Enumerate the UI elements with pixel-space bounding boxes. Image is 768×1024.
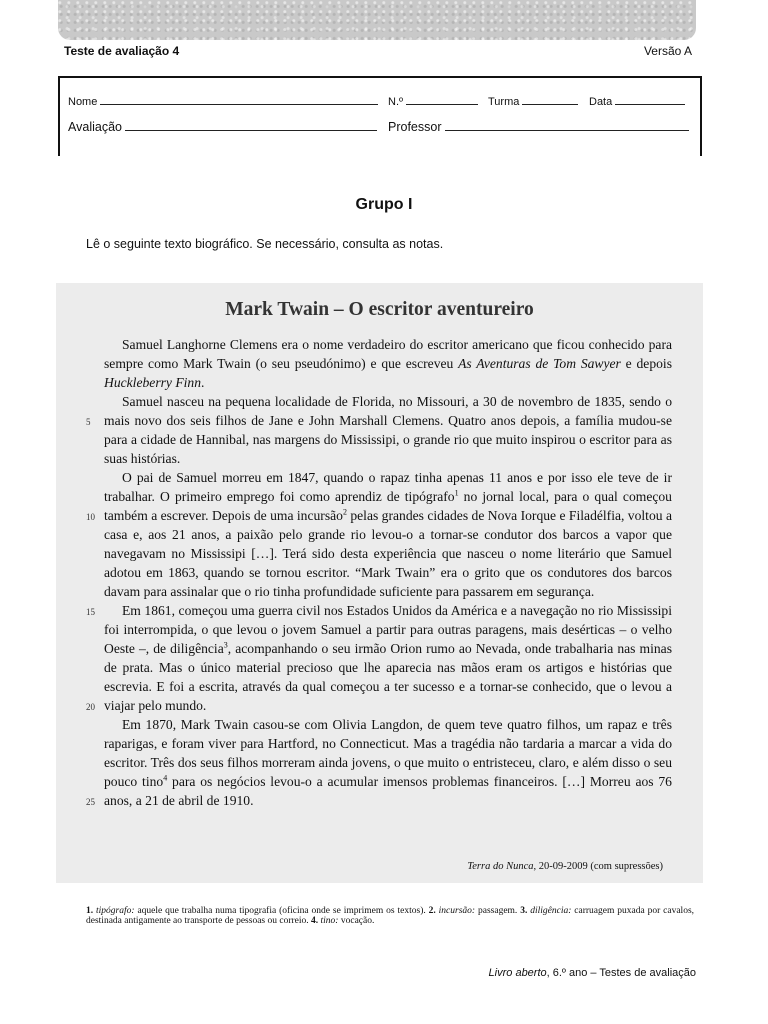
teacher-line[interactable] bbox=[445, 120, 689, 131]
note-ref: 2 bbox=[342, 507, 347, 517]
student-info-box bbox=[58, 76, 702, 156]
version-label: Versão A bbox=[643, 44, 692, 58]
number-line[interactable] bbox=[406, 94, 478, 105]
evaluation-field[interactable] bbox=[68, 120, 377, 134]
note-number: 1. bbox=[86, 906, 94, 916]
note-term: incursão: bbox=[438, 906, 476, 916]
teacher-label: Professor bbox=[388, 120, 442, 134]
text-span: , acompanhando o seu irmão Orion rumo ao Nevada, onde trabalharia nas minas de prata. Mas o único material precioso que lhe aparecia nas mãos eram os artigos e histórias que escrevia. E foi a escrita, através da qual começou a ter sucesso e a tornar-se conhecido, que o levou a viajar pelo mundo. bbox=[104, 641, 672, 713]
line-number: 25 bbox=[86, 797, 95, 807]
evaluation-label: Avaliação bbox=[68, 120, 122, 134]
number-field[interactable] bbox=[388, 94, 478, 108]
book-title: Huckleberry Finn bbox=[104, 375, 202, 390]
note-definition: vocação. bbox=[338, 916, 375, 926]
name-field[interactable] bbox=[68, 94, 378, 108]
note-term: tipógrafo: bbox=[96, 906, 135, 916]
instruction-text: Lê o seguinte texto biográfico. Se necessário, consulta as notas. bbox=[86, 237, 444, 251]
class-line[interactable] bbox=[522, 94, 578, 105]
paragraph-5 bbox=[104, 715, 672, 810]
note-number: 2. bbox=[428, 906, 436, 916]
paragraph-3 bbox=[104, 468, 672, 601]
paragraph-1 bbox=[104, 335, 672, 392]
text-title: Mark Twain – O escritor aventureiro bbox=[225, 299, 534, 320]
text-span: e depois bbox=[620, 356, 672, 371]
text-span: Em 1870, Mark Twain casou-se com Olivia Langdon, de quem teve quatro filhos, um rapaz e três raparigas, e foram viver para Hartford, no Connecticut. Mas a tragédia não tardaria a marcar a vida do escritor. Três dos seus filhos morreram ainda jovens, o que muito o entristeceu, claro, e além disso o seu pouco tino bbox=[104, 717, 672, 789]
line-number: 20 bbox=[86, 702, 95, 712]
paragraph-2: Samuel nasceu na pequena localidade de Florida, no Missouri, a 30 de novembro de 1835, sendo o mais novo dos seis filhos de Jane e John Marshall Clemens. Quatro anos depois, a família mudou-se para a cidade de Hannibal, nas margens do Mississipi, o grande rio que muito inspirou o escritor para as suas histórias. bbox=[104, 394, 672, 466]
number-label: N.º bbox=[388, 96, 404, 108]
line-number: 15 bbox=[86, 607, 95, 617]
date-field[interactable] bbox=[589, 94, 685, 108]
paragraph-4 bbox=[104, 601, 672, 715]
note-term: diligência: bbox=[530, 906, 572, 916]
decorative-header-band bbox=[58, 0, 696, 40]
text-span: . bbox=[201, 375, 205, 390]
evaluation-line[interactable] bbox=[125, 120, 377, 131]
footnotes bbox=[86, 906, 694, 926]
line-number: 10 bbox=[86, 512, 95, 522]
book-name: Livro aberto bbox=[488, 967, 547, 979]
text-span: no jornal local, para o qual começou também a escrever. Depois de uma incursão bbox=[104, 489, 672, 523]
date-label: Data bbox=[589, 96, 613, 108]
class-label: Turma bbox=[488, 96, 520, 108]
name-line[interactable] bbox=[100, 94, 378, 105]
test-title: Teste de avaliação 4 bbox=[64, 44, 180, 58]
note-definition: carruagem puxada por cavalos, destinada antigamente ao transporte de pessoas ou correio. bbox=[86, 906, 695, 926]
text-span: pelas grandes cidades de Nova Iorque e Filadélfia, voltou a casa e, aos 21 anos, a paixão pelo grande rio levou-o a tornar-se condutor dos barcos a vapor que navegavam no Mississipi […]. Terá sido desta experiência que nasceu o nome literário que Samuel adotou em 1863, quando se tornou escritor. “Mark Twain” era o grito que os condutores dos barcos davam para assinalar que o rio tinha profundidade suficiente para passarem em segurança. bbox=[104, 508, 672, 599]
text-span: Samuel Langhorne Clemens era o nome verdadeiro do escritor americano que ficou conhecido para sempre como Mark Twain (o seu pseudónimo) e que escreveu bbox=[104, 337, 672, 371]
note-number: 3. bbox=[520, 906, 528, 916]
note-ref: 3 bbox=[223, 640, 228, 650]
page-footer bbox=[489, 967, 696, 979]
text-span: Em 1861, começou uma guerra civil nos Estados Unidos da América e a navegação no rio Mississipi foi interrompida, o que levou o jovem Samuel a partir para outras paragens, mais desérticas – o velho Oeste –, de diligência bbox=[104, 603, 672, 656]
class-field[interactable] bbox=[488, 94, 578, 108]
text-span: para os negócios levou-o a acumular imensos problemas financeiros. […] Morreu aos 76 anos, a 21 de abril de 1910. bbox=[104, 774, 672, 808]
note-ref: 4 bbox=[163, 773, 168, 783]
note-number: 4. bbox=[311, 916, 319, 926]
note-definition: passagem. bbox=[475, 906, 521, 916]
source-title: Terra do Nunca bbox=[467, 861, 534, 872]
name-label: Nome bbox=[68, 96, 98, 108]
text-span: O pai de Samuel morreu em 1847, quando o rapaz tinha apenas 11 anos e por isso ele teve de ir trabalhar. O primeiro emprego foi como aprendiz de tipógrafo bbox=[104, 470, 672, 504]
book-title: As Aventuras de Tom Sawyer bbox=[458, 356, 621, 371]
source-date: , 20-09-2009 (com supressões) bbox=[533, 861, 663, 872]
biography-text-box bbox=[56, 283, 703, 883]
line-number: 5 bbox=[86, 417, 91, 427]
note-definition: aquele que trabalha numa tipografia (oficina onde se imprimem os textos). bbox=[134, 906, 429, 916]
footer-text: , 6.º ano – Testes de avaliação bbox=[546, 967, 696, 979]
group-title: Grupo I bbox=[355, 196, 413, 213]
note-term: tino: bbox=[320, 916, 339, 926]
biography-body bbox=[104, 335, 672, 810]
note-ref: 1 bbox=[454, 488, 459, 498]
test-header bbox=[64, 44, 692, 60]
teacher-field[interactable] bbox=[388, 120, 689, 134]
text-source bbox=[467, 861, 663, 872]
date-line[interactable] bbox=[615, 94, 685, 105]
